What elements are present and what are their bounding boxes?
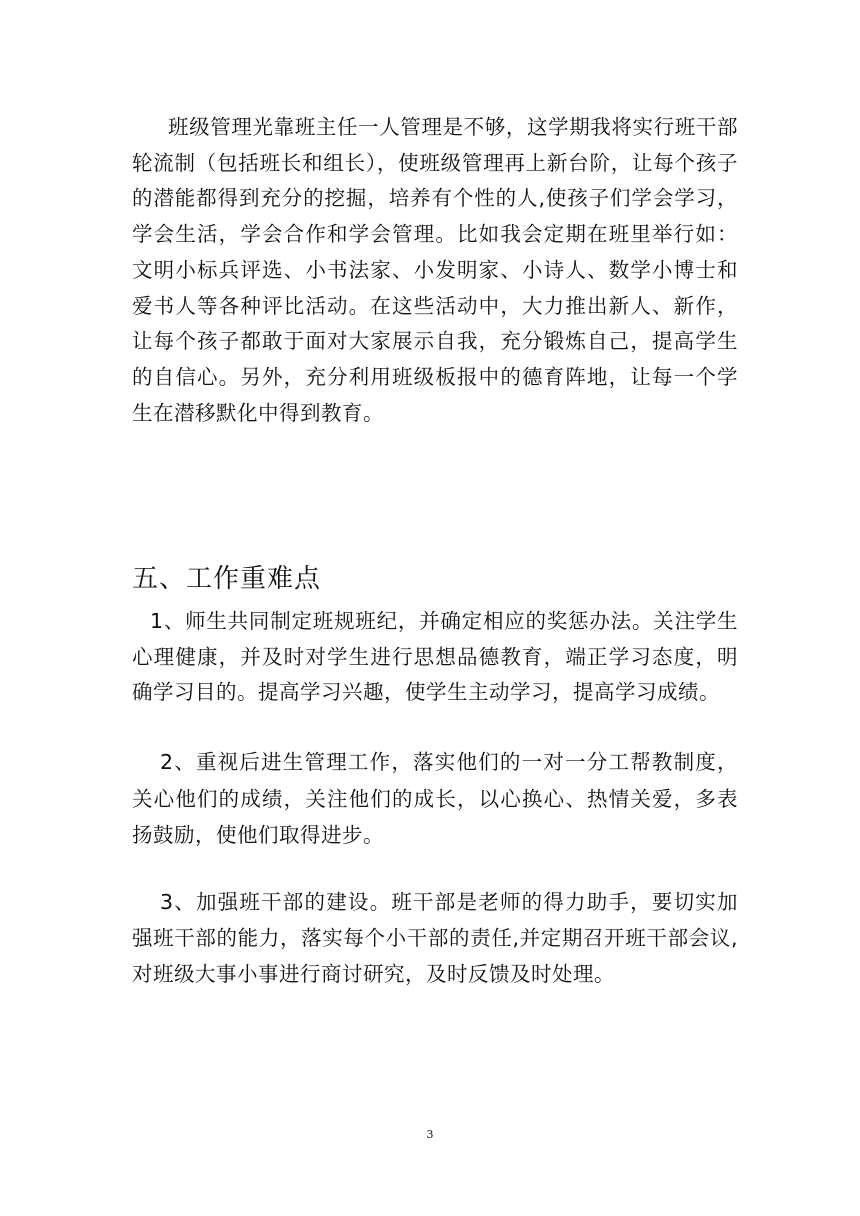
list-item-underachievers: 2、重视后进生管理工作，落实他们的一对一分工帮教制度，关心他们的成绩，关注他们的成长，以心换心、热情关爱，多表扬鼓励，使他们取得进步。 <box>132 750 738 847</box>
page-number: 3 <box>426 1128 434 1141</box>
list-item-class-cadres: 3、加强班干部的建设。班干部是老师的得力助手，要切实加强班干部的能力，落实每个小干部的责任,并定期召开班干部会议,对班级大事小事进行商讨研究，及时反馈及时处理。 <box>132 890 738 986</box>
section-heading: 五、工作重难点 <box>132 564 322 594</box>
list-item-rules: 1、师生共同制定班规班纪，并确定相应的奖惩办法。关注学生心理健康，并及时对学生进行思想品德教育，端正学习态度，明确学习目的。提高学习兴趣，使学生主动学习，提高学习成绩。 <box>132 609 738 705</box>
paragraph-class-management: 班级管理光靠班主任一人管理是不够，这学期我将实行班干部轮流制（包括班长和组长），使班级管理再上新台阶，让每个孩子的潜能都得到充分的挖掘，培养有个性的人,使孩子们学会学习，学会生活，学会合作和学会管理。比如我会定期在班里举行如：文明小标兵评选、小书法家、小发明家、小诗人、数学小博士和爱书人等各种评比活动。在这些活动中，大力推出新人、新作，让每个孩子都敢于面对大家展示自我，充分锻炼自己，提高学生的自信心。另外，充分利用班级板报中的德育阵地，让每一个学生在潜移默化中得到教育。 <box>132 115 738 425</box>
